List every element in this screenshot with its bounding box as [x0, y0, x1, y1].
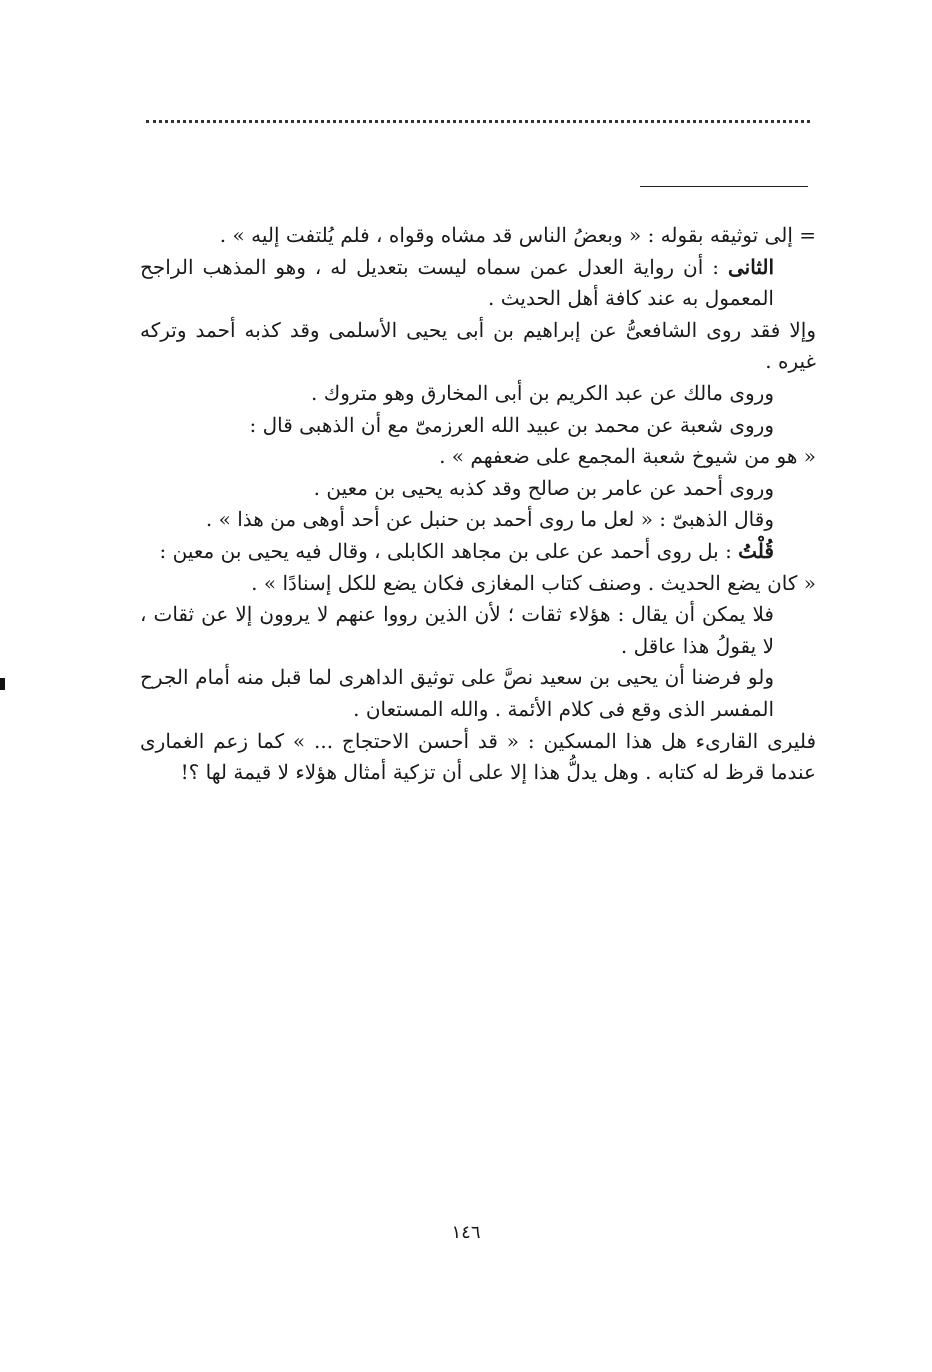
paragraph-3: وإلا فقد روى الشافعىُّ عن إبراهيم بن أبى يحيى الأسلمى وقد كذبه أحمد وتركه غيره .	[140, 317, 816, 374]
footnote-rule	[640, 186, 808, 187]
paragraph-13: فليرى القارىء هل هذا المسكين : « قد أحسن الاحتجاج ... » كما زعم الغمارى عندما قرظ له كتابه . وهل يدلُّ هذا إلا على أن تزكية أمثال هؤلاء لا قيمة لها ؟!	[140, 728, 816, 785]
paragraph-12: ولو فرضنا أن يحيى بن سعيد نصَّ على توثيق الداهرى لما قبل منه أمام الجرح المفسر الذى وقع فى كلام الأئمة . والله المستعان .	[140, 665, 774, 721]
paragraph-4: وروى مالك عن عبد الكريم بن أبى المخارق وهو متروك .	[311, 380, 774, 405]
paragraph-9: قُلْتُ : بل روى أحمد عن على بن مجاهد الكابلى ، وقال فيه يحيى بن معين :	[159, 538, 774, 563]
paragraph-2: الثانى : أن رواية العدل عمن سماه ليست بتعديل له ، وهو المذهب الراجح المعمول به عند كافة أهل الحديث .	[140, 254, 774, 311]
paragraph-8: وقال الذهبىّ : « لعل ما روى أحمد بن حنبل عن أحد أوهى من هذا » .	[205, 507, 774, 532]
paragraph-9-heading: قُلْتُ	[738, 538, 774, 563]
paragraph-7: وروى أحمد عن عامر بن صالح وقد كذبه يحيى بن معين .	[313, 475, 774, 500]
paragraph-1: = إلى توثيقه بقوله : « وبعضُ الناس قد مشاه وقواه ، فلم يُلتفت إليه » .	[219, 223, 816, 247]
scan-edge-mark	[0, 678, 5, 690]
dotted-separator	[146, 120, 810, 133]
page-body	[140, 220, 816, 789]
paragraph-5: وروى شعبة عن محمد بن عبيد الله العرزمىّ مع أن الذهبى قال :	[249, 412, 774, 437]
page-number: ١٤٦	[451, 1222, 481, 1243]
paragraph-6: « هو من شيوخ شعبة المجمع على ضعفهم » .	[439, 444, 816, 469]
paragraph-10: « كان يضع الحديث . وصنف كتاب المغازى فكان يضع للكل إسنادًا » .	[251, 570, 816, 595]
paragraph-2-heading: الثانى	[727, 254, 774, 279]
paragraph-11: فلا يمكن أن يقال : هؤلاء ثقات ؛ لأن الذين رووا عنهم لا يروون إلا عن ثقات ، لا يقولُ هذا عاقل .	[140, 602, 774, 658]
